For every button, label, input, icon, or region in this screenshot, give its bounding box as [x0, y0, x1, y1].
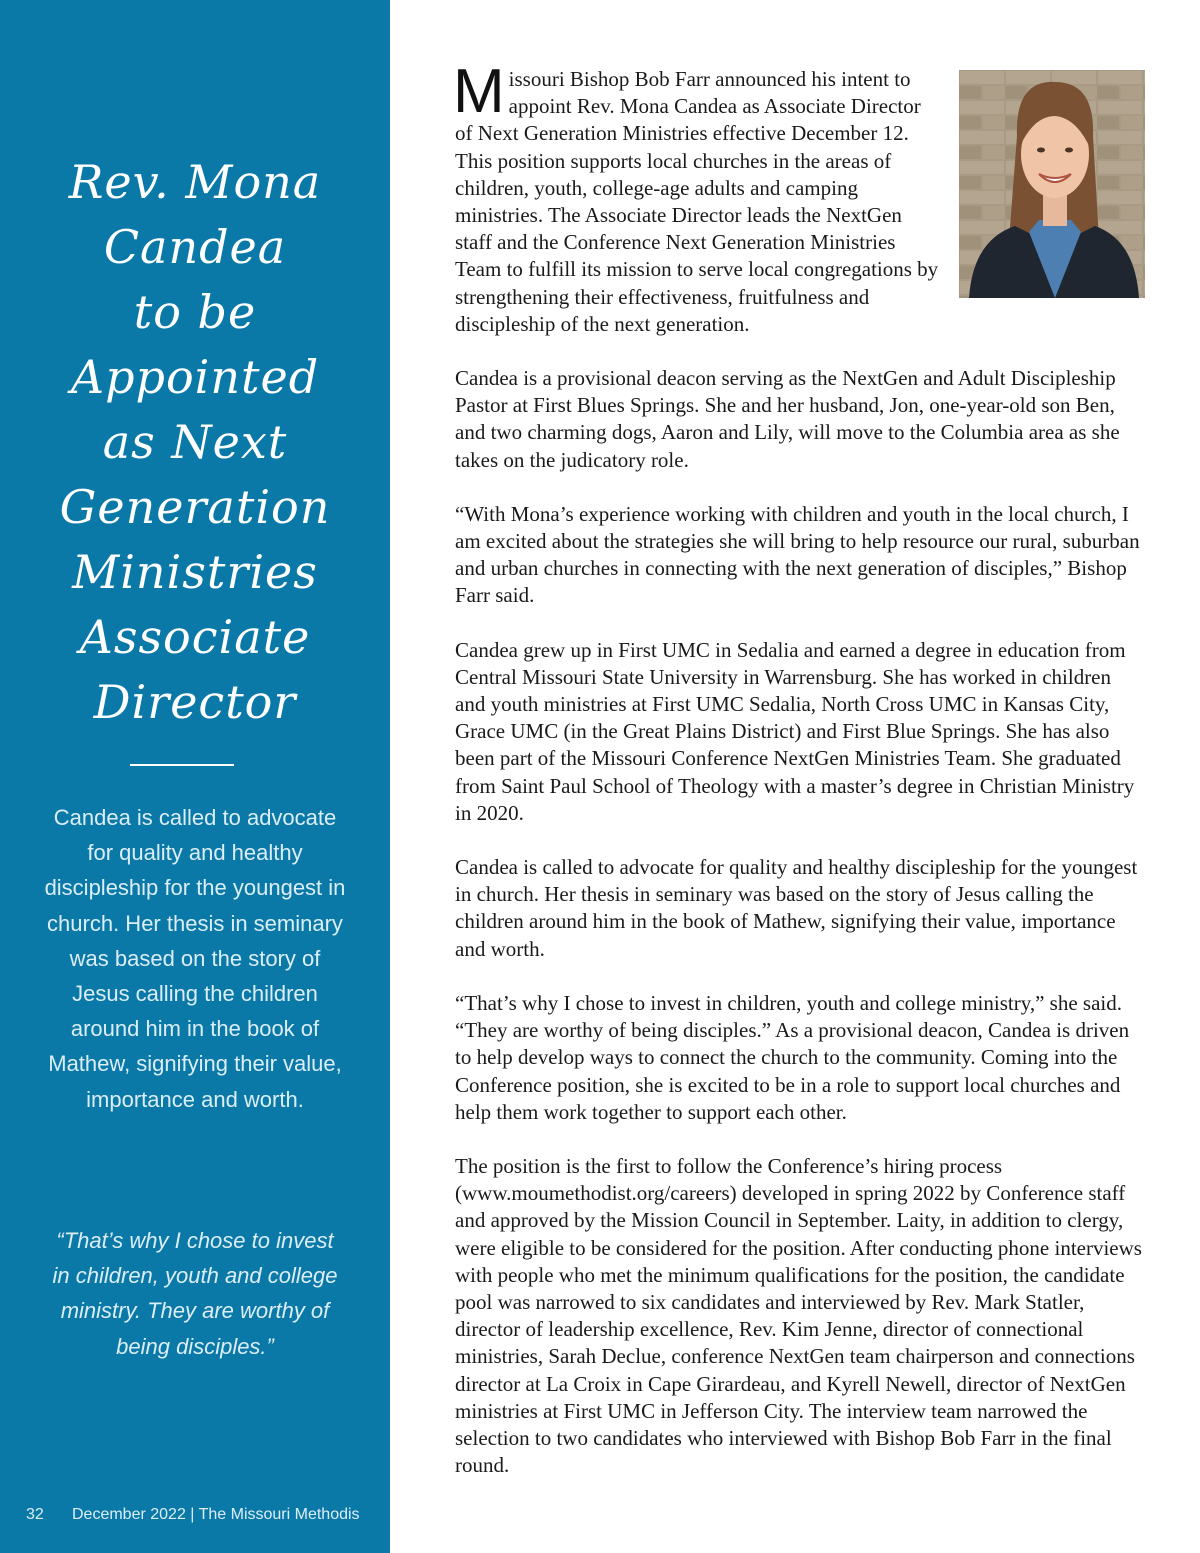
headline-divider: [130, 764, 234, 766]
headline-line: to be: [133, 285, 257, 339]
article-headline: [0, 150, 390, 735]
headline-line: Rev. Mona: [68, 155, 322, 209]
page-number: 32: [26, 1506, 44, 1523]
headline-line: as Next: [102, 415, 288, 469]
article-paragraph: “With Mona’s experience working with children and youth in the local church, I am excited about the strategies she will bring to help resource our rural, suburban and urban churches in connecting with the next generation of disciples,” Bishop Farr said.: [455, 501, 1140, 608]
headline-line: Associate: [79, 610, 311, 664]
article-paragraph: Candea is called to advocate for quality and healthy discipleship for the youngest in church. Her thesis in seminary was based on the story of Jesus calling the children around him in the book of Mathew, signifying their value, importance and worth.: [455, 855, 1138, 961]
headline-line: Generation: [59, 480, 331, 534]
article-body: [453, 57, 1145, 1506]
headline-line: Appointed: [70, 350, 320, 404]
sidebar-summary: Candea is called to advocate for quality and healthy discipleship for the youngest in church. Her thesis in seminary was based on the story of Jesus calling the children around him in the book of Mathew, signifying their value, importance and worth.: [44, 805, 346, 1112]
page-footer: [0, 1503, 390, 1527]
drop-cap: M: [453, 57, 505, 126]
sidebar-panel: [0, 0, 390, 1553]
portrait-photo: [959, 70, 1145, 298]
headline-line: Candea: [103, 220, 287, 274]
pull-quote: “That’s why I chose to invest in children, youth and college ministry. They are worthy of being disciples.”: [52, 1228, 338, 1359]
article-paragraph: Candea is a provisional deacon serving as the NextGen and Adult Discipleship Pastor at First Blues Springs. She and her husband, Jon, one-year-old son Ben, and two charming dogs, Aaron and Lily, will move to the Columbia area as she takes on the judicatory role.: [455, 366, 1120, 472]
headline-line: Ministries: [72, 545, 318, 599]
article-paragraph: “That’s why I chose to invest in children, youth and college ministry,” she said. “They are worthy of being disciples.” As a provisional deacon, Candea is driven to help develop ways to connect the church to the community. Coming into the Conference position, she is excited to be in a role to support local churches and help them work together to support each other.: [455, 990, 1130, 1124]
paragraph-text: issouri Bishop Bob Farr announced his intent to appoint Rev. Mona Candea as Associate Director of Next Generation Ministries effective December 12. This position supports local churches in the areas of children, youth, college-age adults and camping ministries. The Associate Director leads the NextGen staff and the Conference Next Generation Ministries Team to fulfill its mission to serve local congregations by strengthening their effectiveness, fruitfulness and discipleship of the next generation.: [455, 67, 939, 336]
headline-line: Director: [93, 675, 297, 729]
article-paragraph: The position is the first to follow the Conference’s hiring process (www.moumethodist.org/careers) developed in spring 2022 by Conference staff and approved by the Mission Council in September. Laity, in addition to clergy, were eligible to be considered for the position. After conducting phone interviews with people who met the minimum qualifications for the position, the candidate pool was narrowed to six candidates and interviewed by Rev. Mark Statler, director of leadership excellence, Rev. Kim Jenne, director of connectional ministries, Sarah Declue, conference NextGen team chairperson and connections director at La Croix in Cape Girardeau, and Kyrell Newell, director of NextGen ministries at First UMC in Jefferson City. The interview team narrowed the selection to two candidates who interviewed with Bishop Bob Farr in the final round.: [455, 1153, 1142, 1478]
article-paragraph: Candea grew up in First UMC in Sedalia and earned a degree in education from Central Missouri State University in Warrensburg. She has worked in children and youth ministries at First UMC Sedalia, North Cross UMC in Kansas City, Grace UMC (in the Great Plains District) and First Blue Springs. She has also been part of the Missouri Conference NextGen Ministries Team. She graduated from Saint Paul School of Theology with a master’s degree in Christian Ministry in 2020.: [455, 637, 1135, 825]
publication-line: December 2022 | The Missouri Methodis: [72, 1506, 360, 1523]
